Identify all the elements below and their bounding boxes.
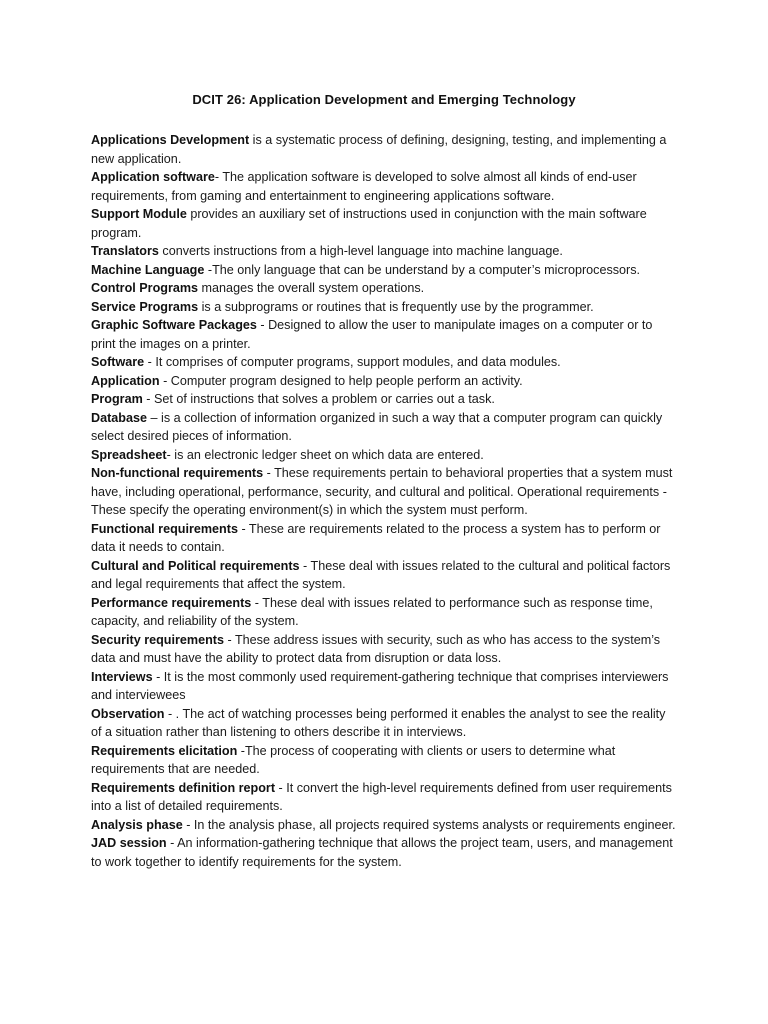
definition-entry bbox=[91, 779, 677, 816]
definition-entry bbox=[91, 705, 677, 742]
definition-entry bbox=[91, 409, 677, 446]
definition-entry bbox=[91, 261, 677, 280]
definition-entry bbox=[91, 205, 677, 242]
definition-text: -The process of cooperating with clients or users to determine what requirements that are needed. bbox=[91, 743, 616, 776]
definition-term: Functional requirements bbox=[91, 521, 238, 536]
definition-entry bbox=[91, 834, 677, 871]
definition-text: - These are requirements related to the process a system has to perform or data it needs to contain. bbox=[91, 521, 661, 554]
definition-entry bbox=[91, 742, 677, 779]
definition-entry bbox=[91, 668, 677, 705]
definition-text: - These deal with issues related to the cultural and political factors and legal requirements that affect the system. bbox=[91, 558, 671, 591]
definition-text: - In the analysis phase, all projects required systems analysts or requirements engineer. bbox=[182, 817, 676, 832]
definition-term: Application software bbox=[91, 170, 215, 184]
definition-text: - It is the most commonly used requirement-gathering technique that comprises interviewers and interviewees bbox=[91, 669, 669, 702]
definition-text: - is an electronic ledger sheet on which data are entered. bbox=[166, 447, 484, 462]
definition-term: Analysis phase bbox=[91, 817, 183, 832]
definition-term: Requirements definition report bbox=[91, 780, 276, 795]
definition-entry bbox=[91, 446, 677, 465]
definition-term: Translators bbox=[91, 244, 159, 258]
definition-term: Performance requirements bbox=[91, 595, 252, 610]
definition-text: - Computer program designed to help people perform an activity. bbox=[159, 373, 523, 388]
definition-term: Spreadsheet bbox=[91, 447, 167, 462]
definition-term: Requirements elicitation bbox=[91, 743, 238, 758]
definition-text: - These deal with issues related to performance such as response time, capacity, and reliability of the system. bbox=[91, 595, 653, 628]
definition-term: Control Programs bbox=[91, 281, 199, 295]
definition-text: -The only language that can be understand by a computer’s microprocessors. bbox=[204, 262, 641, 277]
definition-text: - It comprises of computer programs, support modules, and data modules. bbox=[144, 355, 561, 369]
definition-entry bbox=[91, 316, 677, 353]
definition-text: - It convert the high-level requirements defined from user requirements into a list of detailed requirements. bbox=[91, 780, 672, 813]
definition-text: is a subprograms or routines that is frequently use by the programmer. bbox=[198, 299, 594, 314]
definition-text: - These address issues with security, such as who has access to the system’s data and must have the ability to protect data from disruption or data loss. bbox=[91, 632, 661, 665]
definition-term: Program bbox=[91, 392, 143, 406]
definition-entry bbox=[91, 131, 677, 168]
definition-text: - . The act of watching processes being performed it enables the analyst to see the reality of a situation rather than listening to others describe it in interviews. bbox=[91, 706, 666, 739]
definition-entry bbox=[91, 298, 677, 317]
definition-entry bbox=[91, 242, 677, 261]
definition-term: Machine Language bbox=[91, 262, 205, 277]
definition-text: - Designed to allow the user to manipulate images on a computer or to print the images on a printer. bbox=[91, 318, 653, 351]
definition-term: Cultural and Political requirements bbox=[91, 558, 300, 573]
definition-entry bbox=[91, 390, 677, 409]
definition-entry bbox=[91, 631, 677, 668]
definition-entry bbox=[91, 353, 677, 372]
definition-entry bbox=[91, 168, 677, 205]
definition-term: Graphic Software Packages bbox=[91, 318, 257, 332]
definition-text: - Set of instructions that solves a problem or carries out a task. bbox=[142, 392, 495, 406]
definition-text: manages the overall system operations. bbox=[198, 281, 425, 295]
definition-text: converts instructions from a high-level language into machine language. bbox=[158, 244, 563, 258]
definition-text: is a systematic process of defining, designing, testing, and implementing a new application. bbox=[91, 133, 667, 166]
definition-text: - The application software is developed to solve almost all kinds of end-user requirements, from gaming and entertainment to engineering applications software. bbox=[91, 170, 637, 203]
definitions-list bbox=[91, 131, 677, 871]
definition-term: Interviews bbox=[91, 669, 153, 684]
definition-term: Database bbox=[91, 410, 148, 425]
definition-entry bbox=[91, 594, 677, 631]
document-title: DCIT 26: Application Development and Emerging Technology bbox=[192, 92, 576, 107]
definition-entry bbox=[91, 520, 677, 557]
definition-text: - An information-gathering technique that allows the project team, users, and management to work together to identify requirements for the system. bbox=[91, 836, 673, 869]
definition-term: Applications Development bbox=[91, 133, 250, 147]
definition-term: Support Module bbox=[91, 207, 187, 221]
definition-term: Security requirements bbox=[91, 632, 224, 647]
definition-entry bbox=[91, 816, 677, 835]
definition-entry bbox=[91, 279, 677, 298]
definition-text: – is a collection of information organized in such a way that a computer program can quickly select desired pieces of information. bbox=[91, 410, 663, 443]
definition-entry bbox=[91, 372, 677, 391]
definition-text: provides an auxiliary set of instructions used in conjunction with the main software program. bbox=[91, 207, 647, 240]
definition-entry bbox=[91, 464, 677, 520]
definition-entry bbox=[91, 557, 677, 594]
definition-text: - These requirements pertain to behavioral properties that a system must have, including operational, performance, security, and cultural and political. Operational requirements - These specify the operating environment(s) in which the system must perform. bbox=[91, 466, 673, 517]
definition-term: Application bbox=[91, 373, 160, 388]
definition-term: Non-functional requirements bbox=[91, 466, 264, 480]
definition-term: JAD session bbox=[91, 836, 167, 850]
definition-term: Observation bbox=[91, 706, 165, 721]
definition-term: Software bbox=[91, 355, 145, 369]
definition-term: Service Programs bbox=[91, 299, 199, 314]
